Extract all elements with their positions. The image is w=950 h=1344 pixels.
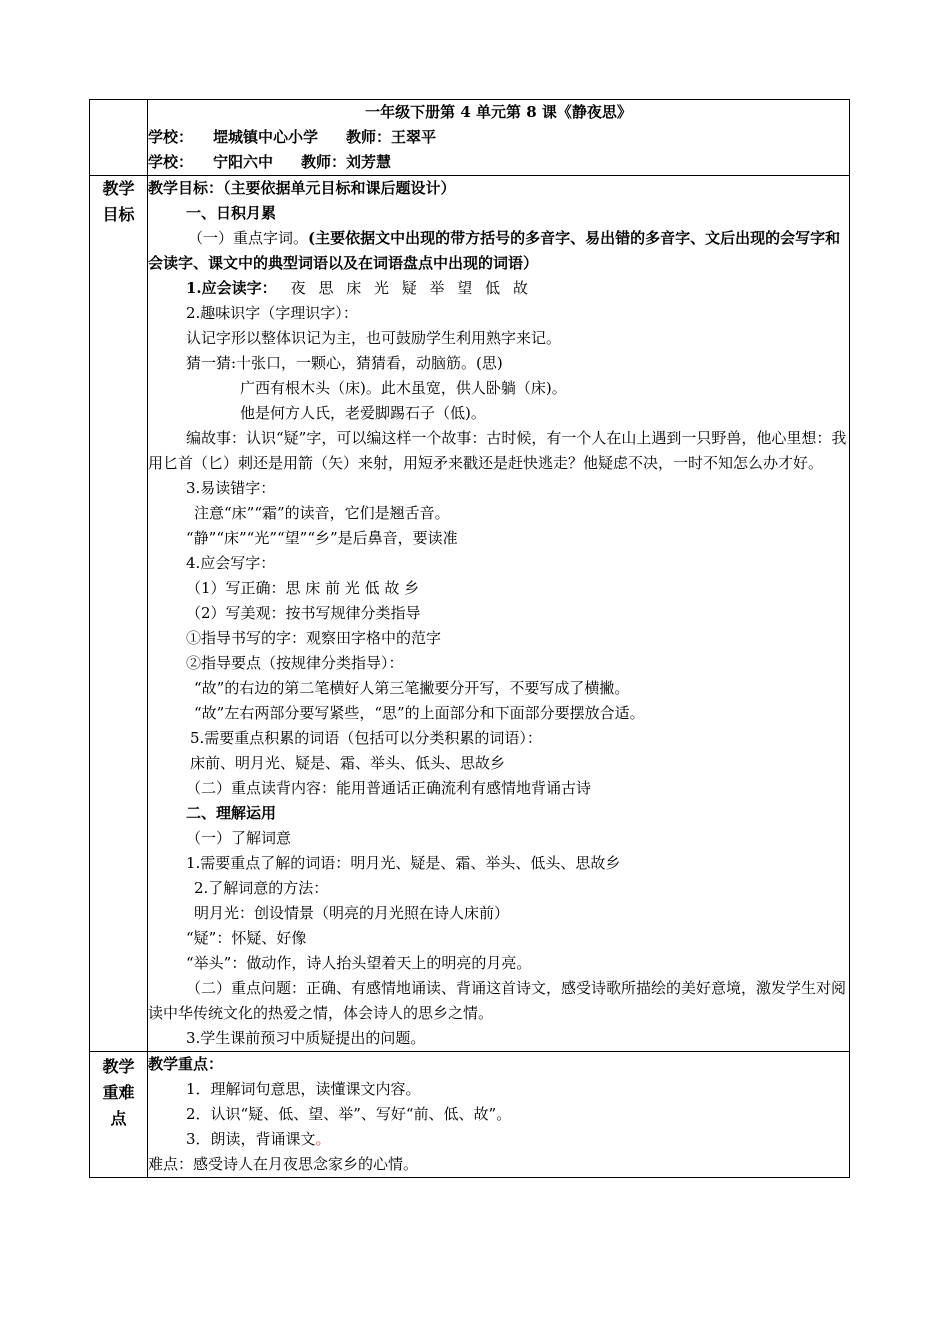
school-label: 学校：: [148, 128, 194, 146]
goals-row: [90, 176, 850, 1052]
key-point-2: 2．认识“疑、低、望、举”、写好“前、低、故”。: [186, 1105, 512, 1123]
easy-wrong-title: 3.易读错字：: [186, 479, 276, 497]
write-6: “故”左右两部分要写紧些，“思”的上面部分和下面部分要摆放合适。: [194, 704, 645, 722]
riddle-3: 他是何方人氏，老爱脚踢石子（低)。: [240, 404, 486, 422]
write-4: ②指导要点（按规律分类指导）：: [186, 654, 404, 672]
read-label: 1.应会读字：: [186, 279, 277, 297]
easy-wrong-1: 注意“床”“霜”的读音，它们是翘舌音。: [194, 504, 450, 522]
school-line-1: [148, 125, 849, 150]
header-cell: [148, 100, 850, 176]
part1-sub2: （二）重点读背内容：能用普通话正确流利有感情地背诵古诗: [186, 779, 592, 797]
key-points-row: [90, 1052, 850, 1178]
words-list: 床前、明月光、疑是、霜、举头、低头、思故乡: [190, 754, 506, 772]
meaning-4: “疑”：怀疑、好像: [186, 929, 307, 947]
easy-wrong-2: “静”“床”“光”“望”“乡”是后鼻音，要读准: [186, 529, 458, 547]
key-point-1: 1．理解词句意思，读懂课文内容。: [186, 1080, 421, 1098]
write-1: （1）写正确：思 床 前 光 低 故 乡: [186, 579, 420, 597]
question-3: 3.学生课前预习中质疑提出的问题。: [186, 1029, 426, 1047]
write-2: （2）写美观：按书写规律分类指导: [186, 604, 421, 622]
key-point-3-text: 3．朗读，背诵课文: [186, 1130, 316, 1148]
goals-intro: 教学目标：（主要依据单元目标和课后题设计）: [148, 179, 456, 197]
difficulty-point: 难点：感受诗人在月夜思念家乡的心情。: [148, 1155, 419, 1173]
lesson-plan-table: [89, 99, 850, 1178]
key-points-title: 教学重点：: [148, 1055, 224, 1073]
teacher-name-2: 刘芳慧: [346, 153, 392, 171]
write-5: “故”的右边的第二笔横好人第三笔撇要分开写，不要写成了横撇。: [194, 679, 630, 697]
header-row: [90, 100, 850, 176]
teacher-label-2: 教师：: [301, 153, 347, 171]
goals-label-cell: [90, 176, 148, 1052]
write-3: ①指导书写的字：观察田字格中的范字: [186, 629, 442, 647]
teacher-name-1: 王翠平: [391, 128, 437, 146]
school-line-2: [148, 150, 849, 175]
part1-sub1: [148, 226, 849, 276]
lesson-title: 一年级下册第 4 单元第 8 课《静夜思》: [365, 103, 632, 121]
goals-cell: [148, 176, 850, 1052]
school-name-1: 堽城镇中心小学: [213, 128, 319, 146]
read-chars: 夜 思 床 光 疑 举 望 低 故: [290, 279, 532, 297]
goals-label: 教学目标: [102, 179, 135, 224]
riddle-2: 广西有根木头（床)。此木虽宽，供人卧躺（床)。: [240, 379, 567, 397]
part2-sub1: （一）了解词意: [186, 829, 292, 847]
fun-desc: 认记字形以整体识记为主，也可鼓励学生利用熟字来记。: [186, 329, 562, 347]
read-line: [148, 276, 849, 301]
story-text: 编故事：认识“疑”字，可以编这样一个故事：古时候，有一个人在山上遇到一只野兽，他心里想：我用匕首（匕）刺还是用箭（矢）来射，用短矛来戳还是赶快逃走？他疑虑不决，一时不知怎么办才好。: [148, 429, 847, 472]
words-title: 5.需要重点积累的词语（包括可以分类积累的词语）：: [190, 729, 542, 747]
meaning-5: “举头”：做动作，诗人抬头望着天上的明亮的月亮。: [186, 954, 532, 972]
meaning-1: 1.需要重点了解的词语：明月光、疑是、霜、举头、低头、思故乡: [186, 854, 621, 872]
school-label-2: 学校：: [148, 153, 194, 171]
key-points-label: 教学重难点: [102, 1057, 135, 1128]
key-point-3: [148, 1127, 849, 1152]
key-points-cell: [148, 1052, 850, 1178]
school-name-2: 宁阳六中: [213, 153, 274, 171]
riddle-1: 猜一猜:十张口，一颗心，猜猜看，动脑筋。(思): [186, 354, 503, 372]
fun-title: 2.趣味识字（字理识字）：: [186, 304, 358, 322]
meaning-2: 2.了解词意的方法：: [194, 879, 329, 897]
write-title: 4.应会写字：: [186, 554, 276, 572]
teacher-label: 教师：: [346, 128, 392, 146]
key-point-3-end: 。: [315, 1130, 331, 1148]
part1-sub1-note: (主要依据文中出现的带方括号的多音字、易出错的多音字、文后出现的会写字和会读字、课文中的典型词语以及在词语盘点中出现的词语）: [148, 229, 841, 272]
key-points-label-cell: [90, 1052, 148, 1178]
meaning-3: 明月光：创设情景（明亮的月光照在诗人床前）: [194, 904, 510, 922]
part2-title: 二、理解运用: [186, 804, 277, 822]
part2-sub2: （二）重点问题：正确、有感情地诵读、背诵这首诗文，感受诗歌所描绘的美好意境，激发学生对阅读中华传统文化的热爱之情，体会诗人的思乡之情。: [148, 979, 847, 1022]
part1-title: 一、日积月累: [186, 204, 277, 222]
part1-sub1-label: （一）重点字词。: [188, 229, 309, 247]
header-label-cell: [90, 100, 148, 176]
